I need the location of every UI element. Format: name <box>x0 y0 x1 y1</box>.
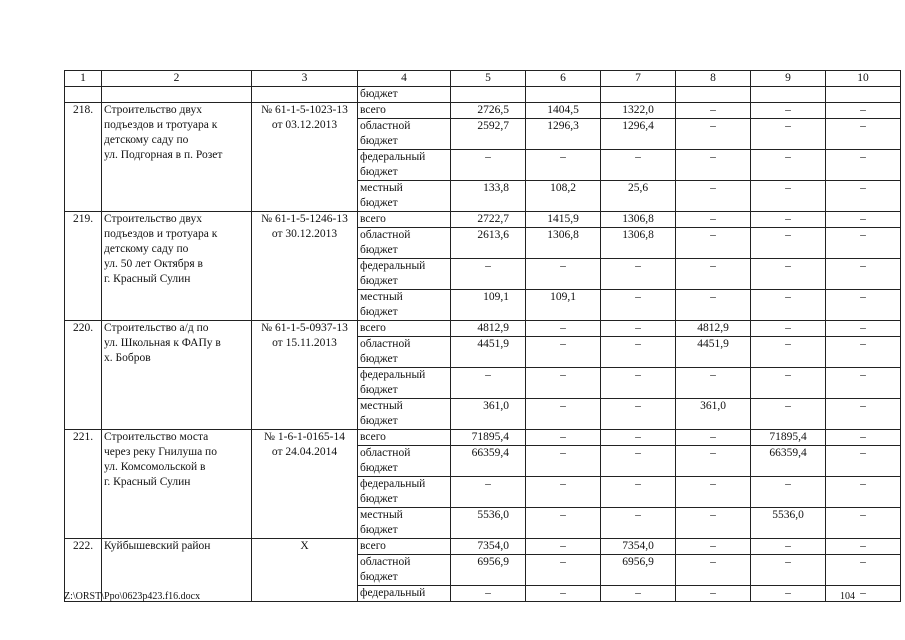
value-cell: – <box>526 321 601 337</box>
column-header: 7 <box>601 71 676 87</box>
object-name-line: подъездов и тротуара к <box>104 119 218 131</box>
value-cell: – <box>451 150 526 181</box>
budget-label <box>358 586 451 602</box>
value-cell: – <box>826 150 901 181</box>
value-cell: – <box>676 446 751 477</box>
budget-label <box>358 119 451 150</box>
value-cell: – <box>826 368 901 399</box>
value-cell: – <box>676 212 751 228</box>
expertise-document <box>252 321 358 430</box>
value-cell: – <box>451 586 526 602</box>
budget-table <box>64 70 901 602</box>
value-cell: 1415,9 <box>526 212 601 228</box>
budget-label <box>358 290 451 321</box>
value-cell: 25,6 <box>601 181 676 212</box>
value-cell: – <box>826 259 901 290</box>
cell <box>252 87 358 103</box>
budget-label <box>358 446 451 477</box>
value-cell: – <box>826 290 901 321</box>
value-cell: – <box>826 228 901 259</box>
column-header: 8 <box>676 71 751 87</box>
budget-label <box>358 508 451 539</box>
value-cell: – <box>751 290 826 321</box>
budget-label <box>358 430 451 446</box>
value-cell: 5536,0 <box>451 508 526 539</box>
object-name-line: детскому саду по <box>104 134 189 146</box>
value-cell: – <box>526 259 601 290</box>
cell <box>65 87 102 103</box>
value-cell: 2592,7 <box>451 119 526 150</box>
budget-label-line: бюджет <box>360 197 398 209</box>
value-cell: – <box>751 181 826 212</box>
value-cell: 109,1 <box>451 290 526 321</box>
budget-label-line: всего <box>360 431 386 443</box>
value-cell: – <box>826 430 901 446</box>
record-number: 218. <box>65 103 102 212</box>
value-cell: 1296,3 <box>526 119 601 150</box>
budget-label-line: бюджет <box>360 244 398 256</box>
budget-label-line: областной <box>360 229 411 241</box>
document-line: от 03.12.2013 <box>271 119 338 131</box>
budget-label <box>358 477 451 508</box>
value-cell: – <box>526 477 601 508</box>
budget-label-line: бюджет <box>360 415 398 427</box>
budget-label-line: областной <box>360 120 411 132</box>
column-header: 10 <box>826 71 901 87</box>
value-cell: – <box>751 368 826 399</box>
value-cell: – <box>751 259 826 290</box>
cell <box>102 87 252 103</box>
cell <box>751 87 826 103</box>
budget-label <box>358 399 451 430</box>
budget-label-line: областной <box>360 447 411 459</box>
value-cell: – <box>751 399 826 430</box>
document-line: от 15.11.2013 <box>272 337 337 349</box>
object-name <box>102 212 252 321</box>
value-cell: – <box>601 477 676 508</box>
value-cell: – <box>526 555 601 586</box>
value-cell: 1296,4 <box>601 119 676 150</box>
value-cell: 4812,9 <box>676 321 751 337</box>
value-cell: – <box>826 539 901 555</box>
cell <box>526 87 601 103</box>
value-cell: – <box>826 399 901 430</box>
table-row <box>65 212 901 228</box>
value-cell: – <box>826 586 901 602</box>
value-cell: – <box>826 212 901 228</box>
value-cell: – <box>451 477 526 508</box>
table-row <box>65 103 901 119</box>
value-cell: – <box>826 181 901 212</box>
document-line: X <box>300 540 309 552</box>
budget-label-line: федеральный <box>360 151 426 163</box>
object-name-line: г. Красный Сулин <box>104 476 191 488</box>
value-cell: – <box>676 430 751 446</box>
object-name <box>102 430 252 539</box>
value-cell: – <box>526 508 601 539</box>
column-number-row <box>65 71 901 87</box>
value-cell: 4451,9 <box>451 337 526 368</box>
value-cell: – <box>526 430 601 446</box>
object-name-line: ул. 50 лет Октября в <box>104 258 203 270</box>
value-cell: 133,8 <box>451 181 526 212</box>
budget-label-line: бюджет <box>360 384 398 396</box>
value-cell: 66359,4 <box>751 446 826 477</box>
object-name <box>102 103 252 212</box>
value-cell: – <box>751 586 826 602</box>
value-cell: – <box>676 150 751 181</box>
value-cell: – <box>751 539 826 555</box>
value-cell: – <box>526 539 601 555</box>
value-cell: 361,0 <box>676 399 751 430</box>
budget-label <box>358 368 451 399</box>
value-cell: 4812,9 <box>451 321 526 337</box>
value-cell: – <box>826 446 901 477</box>
object-name-line: х. Бобров <box>104 352 151 364</box>
value-cell: – <box>601 321 676 337</box>
value-cell: – <box>826 321 901 337</box>
expertise-document <box>252 212 358 321</box>
value-cell: 109,1 <box>526 290 601 321</box>
value-cell: 6956,9 <box>451 555 526 586</box>
value-cell: – <box>751 477 826 508</box>
value-cell: – <box>676 259 751 290</box>
value-cell: 2613,6 <box>451 228 526 259</box>
cell <box>676 87 751 103</box>
value-cell: – <box>826 103 901 119</box>
value-cell: – <box>601 337 676 368</box>
budget-label-line: бюджет <box>360 135 398 147</box>
column-header: 5 <box>451 71 526 87</box>
budget-label-line: федеральный <box>360 369 426 381</box>
object-name-line: через реку Гнилуша по <box>104 446 217 458</box>
value-cell: 1306,8 <box>601 228 676 259</box>
value-cell: 7354,0 <box>601 539 676 555</box>
budget-label <box>358 181 451 212</box>
cell <box>601 87 676 103</box>
document-path: Z:\ORST\Ppo\0623p423.f16.docx <box>64 591 201 602</box>
value-cell: – <box>526 150 601 181</box>
column-header: 6 <box>526 71 601 87</box>
value-cell: – <box>751 150 826 181</box>
table-row <box>65 539 901 555</box>
value-cell: 2726,5 <box>451 103 526 119</box>
value-cell: – <box>451 259 526 290</box>
value-cell: – <box>526 399 601 430</box>
object-name-line: Строительство а/д по <box>104 322 209 334</box>
budget-label <box>358 212 451 228</box>
value-cell: 2722,7 <box>451 212 526 228</box>
value-cell: – <box>676 477 751 508</box>
value-cell: 1322,0 <box>601 103 676 119</box>
budget-label <box>358 259 451 290</box>
document-line: № 1-6-1-0165-14 <box>264 431 345 443</box>
budget-label-line: федеральный <box>360 587 426 599</box>
cell <box>826 87 901 103</box>
expertise-document <box>252 539 358 602</box>
continuation-row <box>65 87 901 103</box>
value-cell: – <box>526 586 601 602</box>
budget-label-line: бюджет <box>360 524 398 536</box>
document-line: № 61-1-5-1023-13 <box>261 104 348 116</box>
value-cell: 71895,4 <box>451 430 526 446</box>
budget-label-line: бюджет <box>360 493 398 505</box>
expertise-document <box>252 103 358 212</box>
budget-label-line: бюджет <box>360 353 398 365</box>
expertise-document <box>252 430 358 539</box>
value-cell: – <box>676 119 751 150</box>
value-cell: 4451,9 <box>676 337 751 368</box>
budget-label-line: бюджет <box>360 275 398 287</box>
column-header: 2 <box>102 71 252 87</box>
record-number: 220. <box>65 321 102 430</box>
object-name-line: Строительство моста <box>104 431 209 443</box>
value-cell: – <box>676 228 751 259</box>
value-cell: 6956,9 <box>601 555 676 586</box>
object-name-line: детскому саду по <box>104 243 189 255</box>
object-name-line: Куйбышевский район <box>104 540 211 552</box>
value-cell: 108,2 <box>526 181 601 212</box>
value-cell: – <box>751 555 826 586</box>
value-cell: – <box>601 259 676 290</box>
value-cell: – <box>676 368 751 399</box>
object-name <box>102 321 252 430</box>
value-cell: 7354,0 <box>451 539 526 555</box>
value-cell: – <box>751 321 826 337</box>
budget-label <box>358 539 451 555</box>
object-name-line: Строительство двух <box>104 213 202 225</box>
budget-label-line: бюджет <box>360 462 398 474</box>
record-number: 221. <box>65 430 102 539</box>
budget-label-line: всего <box>360 213 386 225</box>
page-number: 104 <box>840 591 855 602</box>
value-cell: – <box>601 368 676 399</box>
budget-label-line: местный <box>360 509 403 521</box>
budget-label-line: федеральный <box>360 260 426 272</box>
object-name-line: ул. Школьная к ФАПу в <box>104 337 221 349</box>
value-cell: – <box>826 119 901 150</box>
value-cell: – <box>601 430 676 446</box>
document-line: от 24.04.2014 <box>271 446 338 458</box>
value-cell: – <box>751 103 826 119</box>
value-cell: – <box>676 586 751 602</box>
value-cell: – <box>751 119 826 150</box>
value-cell: – <box>751 228 826 259</box>
value-cell: – <box>601 150 676 181</box>
value-cell: – <box>826 508 901 539</box>
column-header: 3 <box>252 71 358 87</box>
budget-label-line: бюджет <box>360 571 398 583</box>
value-cell: 5536,0 <box>751 508 826 539</box>
value-cell: – <box>676 103 751 119</box>
budget-label-line: всего <box>360 322 386 334</box>
value-cell: – <box>451 368 526 399</box>
budget-label-line: местный <box>360 291 403 303</box>
value-cell: – <box>601 446 676 477</box>
budget-label-line: всего <box>360 540 386 552</box>
budget-label-line: местный <box>360 400 403 412</box>
column-header: 9 <box>751 71 826 87</box>
value-cell: – <box>676 181 751 212</box>
column-header: 4 <box>358 71 451 87</box>
value-cell: – <box>601 399 676 430</box>
table-row <box>65 430 901 446</box>
object-name-line: ул. Подгорная в п. Розет <box>104 149 223 161</box>
budget-label <box>358 337 451 368</box>
budget-label <box>358 103 451 119</box>
object-name-line: ул. Комсомольской в <box>104 461 206 473</box>
value-cell: – <box>526 446 601 477</box>
cell <box>451 87 526 103</box>
value-cell: 1306,8 <box>526 228 601 259</box>
value-cell: – <box>526 368 601 399</box>
value-cell: 66359,4 <box>451 446 526 477</box>
document-line: № 61-1-5-0937-13 <box>261 322 348 334</box>
value-cell: – <box>676 555 751 586</box>
value-cell: – <box>601 290 676 321</box>
table-row <box>65 321 901 337</box>
budget-label: бюджет <box>358 87 451 103</box>
value-cell: – <box>676 539 751 555</box>
value-cell: – <box>826 477 901 508</box>
column-header: 1 <box>65 71 102 87</box>
budget-label <box>358 150 451 181</box>
value-cell: – <box>826 555 901 586</box>
value-cell: – <box>526 337 601 368</box>
budget-label-line: бюджет <box>360 166 398 178</box>
budget-label-line: областной <box>360 338 411 350</box>
budget-label-line: местный <box>360 182 403 194</box>
value-cell: – <box>601 586 676 602</box>
object-name-line: подъездов и тротуара к <box>104 228 218 240</box>
budget-label <box>358 321 451 337</box>
object-name-line: г. Красный Сулин <box>104 273 191 285</box>
value-cell: – <box>826 337 901 368</box>
budget-label-line: областной <box>360 556 411 568</box>
value-cell: 1404,5 <box>526 103 601 119</box>
budget-label-line: федеральный <box>360 478 426 490</box>
value-cell: – <box>676 290 751 321</box>
budget-label-line: всего <box>360 104 386 116</box>
value-cell: 361,0 <box>451 399 526 430</box>
budget-label-line: бюджет <box>360 306 398 318</box>
value-cell: – <box>601 508 676 539</box>
budget-label <box>358 555 451 586</box>
value-cell: – <box>751 212 826 228</box>
value-cell: – <box>751 337 826 368</box>
document-line: от 30.12.2013 <box>271 228 338 240</box>
budget-label <box>358 228 451 259</box>
object-name-line: Строительство двух <box>104 104 202 116</box>
value-cell: 71895,4 <box>751 430 826 446</box>
record-number: 222. <box>65 539 102 602</box>
record-number: 219. <box>65 212 102 321</box>
value-cell: – <box>676 508 751 539</box>
document-line: № 61-1-5-1246-13 <box>261 213 348 225</box>
value-cell: 1306,8 <box>601 212 676 228</box>
